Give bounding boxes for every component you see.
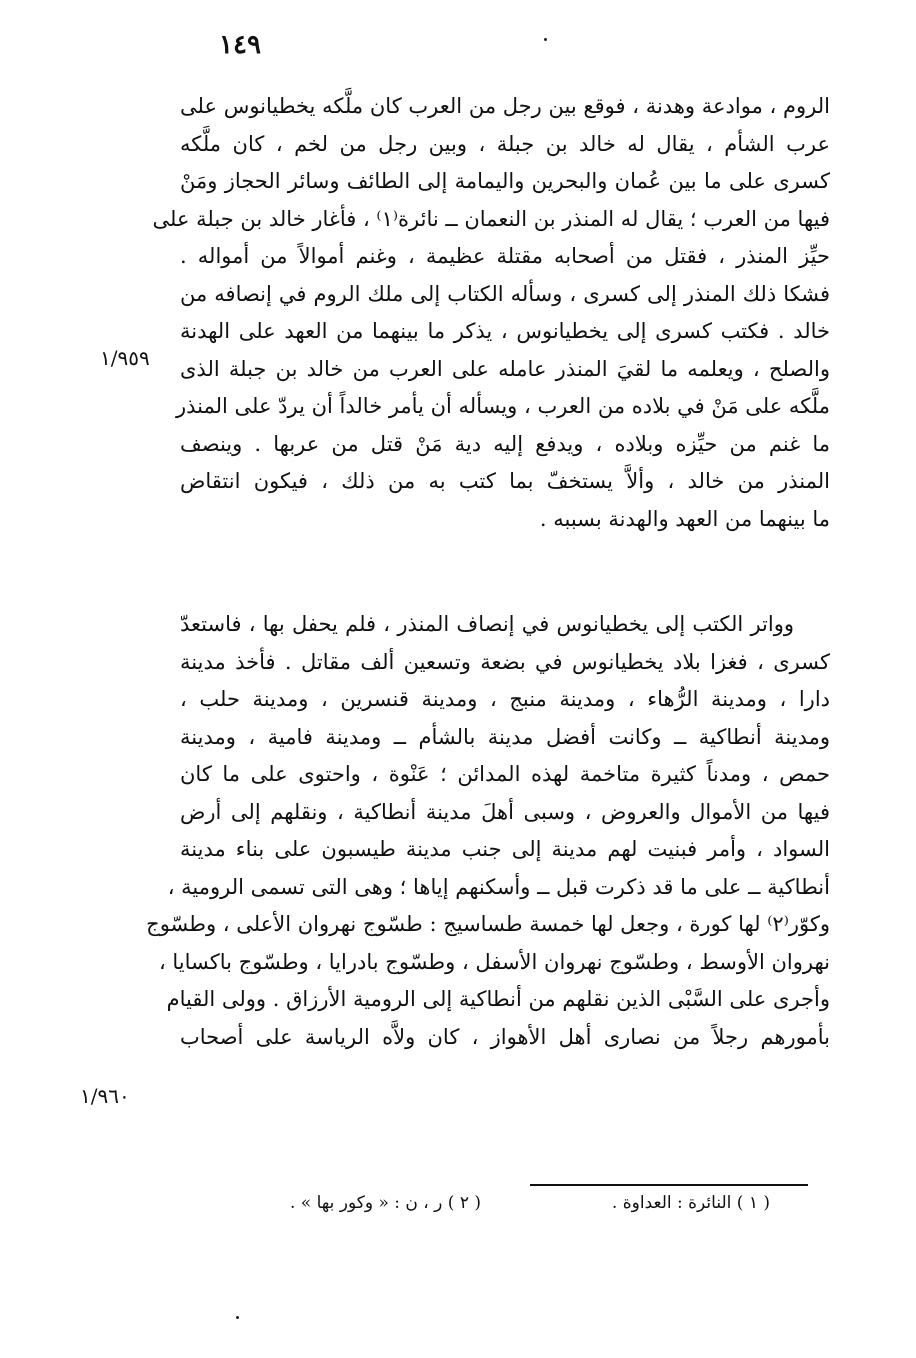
- text-line: نهروان الأوسط ، وطسّوج نهروان الأسفل ، وطسّوج بادرايا ، وطسّوج باكسايا ،: [158, 949, 830, 974]
- text-line: السواد ، وأمر فبنيت لهم مدينة إلى جنب مدينة طيسبون على بناء مدينة: [180, 837, 830, 861]
- text-line: دارا ، ومدينة الرُّهاء ، ومدينة منبج ، ومدينة قنسرين ، ومدينة حلب ،: [180, 687, 830, 711]
- text-line: وكوّر⁽٢⁾ لها كورة ، وجعل لها خمسة طساسيج : طسّوج نهروان الأعلى ، وطسّوج: [146, 912, 830, 936]
- paragraph-two: [146, 606, 830, 1056]
- text-line: المنذر من خالد ، وألاَّ يستخفّ بما كتب به من ذلك ، فيكون انتقاض: [180, 469, 830, 493]
- text-line: بأمورهم رجلاً من نصارى أهل الأهواز ، كان ولاَّه الرياسة على أصحاب: [180, 1024, 830, 1049]
- text-line: ومدينة أنطاكية ــ وكانت أفضل مدينة بالشأم ــ ومدينة فامية ، ومدينة: [180, 724, 830, 749]
- text-line: كسرى ، فغزا بلاد يخطيانوس في بضعة وتسعين ألف مقاتل . فأخذ مدينة: [180, 649, 830, 674]
- text-line: ملَّكه على مَنْ في بلاده من العرب ، ويسأله أن يأمر خالداً أن يردّ على المنذر: [175, 394, 830, 418]
- ink-speck: [544, 38, 547, 41]
- text-line: فشكا ذلك المنذر إلى كسرى ، وسأله الكتاب إلى ملك الروم في إنصافه من: [180, 281, 830, 306]
- text-line: الروم ، موادعة وهدنة ، فوقع بين رجل من العرب كان ملَّكه يخطيانوس على: [180, 94, 830, 118]
- footnotes: [290, 1193, 770, 1213]
- footnote-two: ( ٢ ) ر ، ن : « وكور بها » .: [290, 1193, 482, 1213]
- page-number: ١٤٩: [219, 30, 261, 60]
- text-line: ما غنم من حيِّزه وبلاده ، ويدفع إليه دية مَنْ قتل من عربها . وينصف: [180, 431, 830, 456]
- ink-speck: [236, 1316, 239, 1319]
- text-line: كسرى على ما بين عُمان والبحرين واليمامة إلى الطائف وسائر الحجاز ومَنْ: [180, 169, 830, 193]
- text-line: حيِّز المنذر ، فقتل من أصحابه مقتلة عظيمة ، وغنم أموالاً من أمواله .: [180, 244, 830, 268]
- text-line: وأجرى على السَّبْى الذين نقلهم من أنطاكية إلى الرومية الأرزاق . وولى القيام: [166, 987, 830, 1011]
- text-line: ما بينهما من العهد والهدنة بسببه .: [539, 506, 830, 531]
- margin-reference: ١/٩٦٠: [80, 1084, 130, 1108]
- footnote-one: ( ١ ) النائرة : العداوة .: [611, 1193, 770, 1213]
- text-line: حمص ، ومدناً كثيرة متاخمة لهذه المدائن ؛ عَنْوة ، واحتوى على ما كان: [180, 762, 830, 786]
- text-line: فيها من العرب ؛ يقال له المنذر بن النعمان ــ نائرة⁽١⁾ ، فأغار خالد بن جبلة على: [152, 206, 830, 231]
- paragraph-one: [152, 88, 830, 538]
- text-line: أنطاكية ــ على ما قد ذكرت قبل ــ وأسكنهم إياها ؛ وهى التى تسمى الرومية ،: [167, 874, 830, 899]
- text-line: والصلح ، ويعلمه ما لقيَ المنذر عامله على العرب من خالد بن جبلة الذى: [180, 356, 830, 381]
- text-line: فيها من الأموال والعروض ، وسبى أهلَ مدينة أنطاكية ، ونقلهم إلى أرض: [180, 799, 830, 824]
- margin-reference: ١/٩٥٩: [100, 346, 150, 370]
- text-line: خالد . فكتب كسرى إلى يخطيانوس ، يذكر ما بينهما من العهد على الهدنة: [180, 319, 830, 343]
- text-line: عرب الشأم ، يقال له خالد بن جبلة ، وبين رجل من لخم ، كان ملَّكه: [180, 131, 830, 156]
- footnote-divider: [530, 1184, 808, 1186]
- text-line: وواتر الكتب إلى يخطيانوس في إنصاف المنذر ، فلم يحفل بها ، فاستعدّ: [180, 612, 794, 636]
